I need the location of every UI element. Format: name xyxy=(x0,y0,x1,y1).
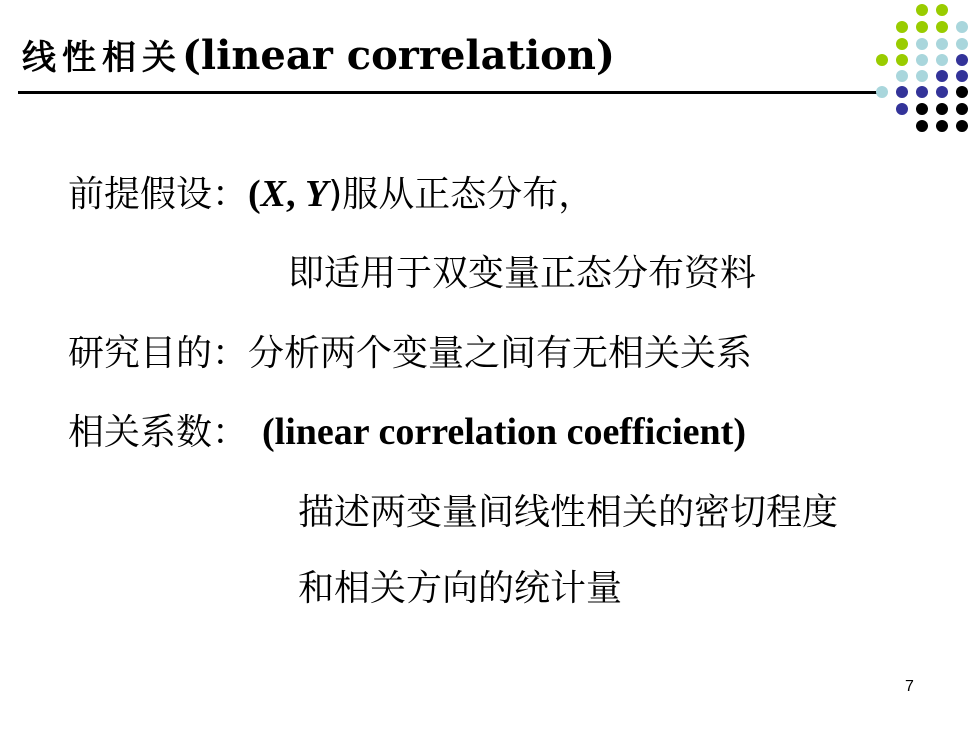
decorative-dot xyxy=(896,103,908,115)
coefficient-label: 相关系数： xyxy=(68,412,249,453)
coefficient-english: (linear correlation coefficient) xyxy=(262,411,746,453)
premise-var-x: X xyxy=(260,173,287,215)
purpose-text: 分析两个变量之间有无相关关系 xyxy=(248,333,753,374)
decorative-dot xyxy=(936,38,948,50)
page-number: 7 xyxy=(905,678,914,695)
decorative-dot xyxy=(956,54,968,66)
decorative-dot xyxy=(916,120,928,132)
premise-line xyxy=(68,166,594,217)
decorative-dot xyxy=(936,86,948,98)
decorative-dot xyxy=(936,4,948,16)
decorative-dot xyxy=(916,38,928,50)
premise-rest: )服从正态分布， xyxy=(328,174,595,215)
premise-label: 前提假设： xyxy=(68,174,249,215)
decorative-dot xyxy=(896,70,908,82)
decorative-dot xyxy=(956,103,968,115)
coefficient-desc-2: 和相关方向的统计量 xyxy=(298,568,623,609)
decorative-dot xyxy=(876,54,888,66)
decorative-dot xyxy=(896,38,908,50)
decorative-dot xyxy=(936,70,948,82)
premise-var-y: Y xyxy=(305,173,329,215)
decorative-dot xyxy=(916,70,928,82)
decorative-dot xyxy=(956,38,968,50)
decorative-dot xyxy=(956,120,968,132)
decorative-dot xyxy=(956,86,968,98)
decorative-dot xyxy=(916,103,928,115)
decorative-dot xyxy=(956,21,968,33)
purpose-label: 研究目的： xyxy=(68,333,249,374)
decorative-dot xyxy=(936,54,948,66)
decorative-dot-grid xyxy=(0,0,980,140)
premise-line-2: 即适用于双变量正态分布资料 xyxy=(288,253,757,294)
decorative-dot xyxy=(896,54,908,66)
purpose-line xyxy=(68,325,752,376)
title-chinese: 线性相关 xyxy=(22,38,182,78)
decorative-dot xyxy=(916,4,928,16)
premise-paren-open: ( xyxy=(248,173,261,215)
decorative-dot xyxy=(876,86,888,98)
decorative-dot xyxy=(936,21,948,33)
decorative-dot xyxy=(896,86,908,98)
title-english: (linear correlation) xyxy=(182,32,615,79)
decorative-dot xyxy=(956,70,968,82)
decorative-dot xyxy=(936,120,948,132)
decorative-dot xyxy=(896,21,908,33)
coefficient-desc-1: 描述两变量间线性相关的密切程度 xyxy=(298,492,839,533)
decorative-dot xyxy=(936,103,948,115)
premise-comma: , xyxy=(286,173,306,215)
coefficient-line xyxy=(68,404,746,455)
decorative-dot xyxy=(916,86,928,98)
decorative-dot xyxy=(916,21,928,33)
decorative-dot xyxy=(916,54,928,66)
